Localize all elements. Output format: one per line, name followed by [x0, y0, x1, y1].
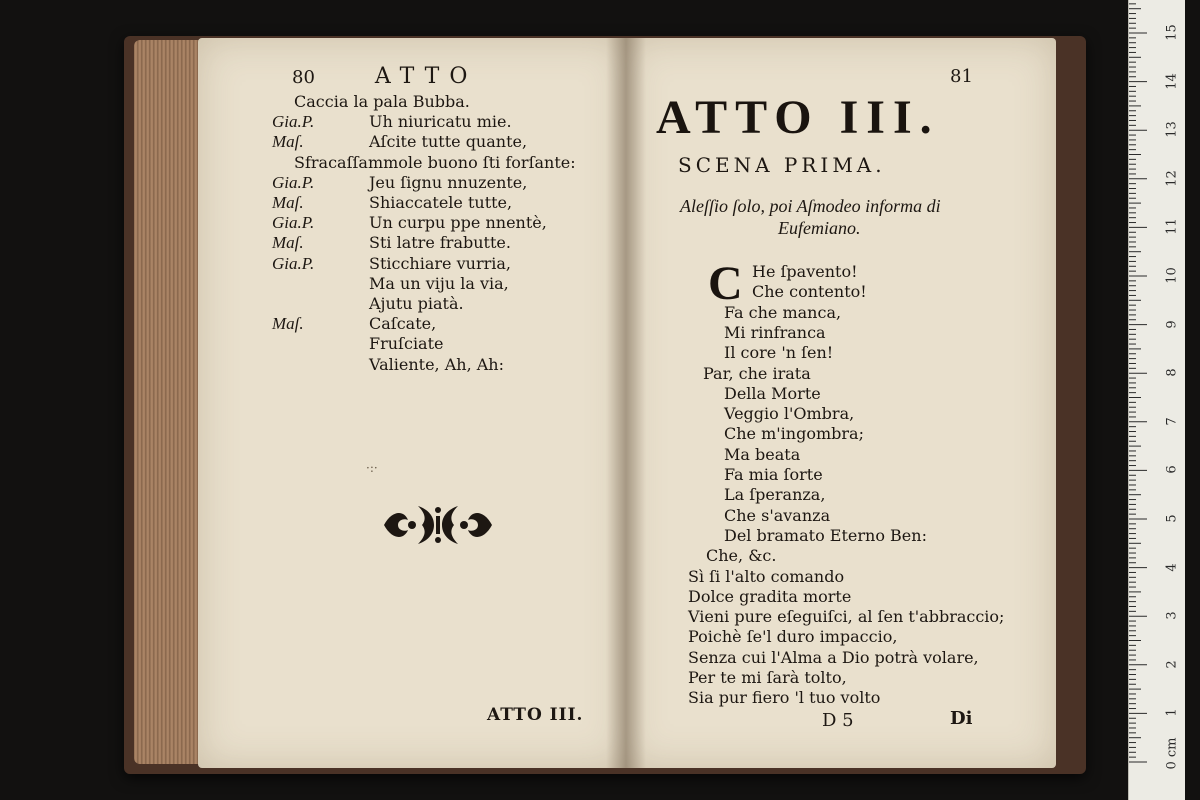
verse-line: Uh niuricatu mie.: [369, 112, 512, 132]
verse-line: Par, che irata: [703, 363, 811, 383]
verse-line: Veggio l'Ombra,: [724, 404, 855, 424]
left-running-word: ATTO: [374, 64, 478, 89]
stage-direction-line-2: Eufemiano.: [778, 218, 861, 238]
ink-specks: ·:·: [366, 461, 378, 475]
speaker-label: Gia.P.: [272, 172, 315, 192]
ruler-label: 13: [1164, 121, 1180, 138]
signature-mark: D 5: [822, 710, 854, 731]
verse-line: Della Morte: [724, 383, 821, 403]
ruler-label: 9: [1164, 319, 1180, 329]
speaker-label: Maſ.: [272, 233, 304, 253]
stage-direction-line-1: Aleſſio ſolo, poi Aſmodeo informa di: [680, 196, 941, 216]
verse-line: Mi rinfranca: [724, 322, 826, 342]
left-page-number: 80: [292, 67, 315, 88]
scene-heading: SCENA PRIMA.: [678, 153, 886, 177]
verse-line: Che contento!: [752, 282, 867, 302]
verse-line: Fa mia ſorte: [724, 465, 823, 484]
verse-line: Ajutu piatà.: [369, 294, 464, 313]
verse-line: Che, &c.: [706, 546, 777, 566]
ruler-label: 15: [1164, 24, 1180, 41]
ruler-label: 2: [1164, 660, 1180, 669]
verse-line: Fa che manca,: [724, 302, 842, 322]
verse-line: Sti latre frabutte.: [369, 233, 511, 253]
ruler-label: 8: [1164, 368, 1180, 377]
verse-line: La ſperanza,: [724, 485, 826, 505]
verse-line: Shiaccatele tutte,: [369, 193, 513, 212]
verse-line: Il core 'n ſen!: [724, 343, 834, 363]
ruler-label: 3: [1164, 611, 1180, 620]
verse-line: Senza cui l'Alma a Dio potrà volare,: [688, 647, 979, 667]
verse-line: Del bramato Eterno Ben:: [724, 525, 927, 545]
ruler-label: 0 cm: [1164, 737, 1180, 770]
ruler-label: 6: [1164, 465, 1180, 475]
verse-line: Ma un viju la via,: [369, 273, 509, 293]
right-page-number: 81: [950, 66, 973, 87]
book-page-edges: [134, 40, 204, 764]
speaker-label: Gia.P.: [272, 213, 315, 233]
ruler-label: 12: [1164, 170, 1180, 187]
verse-line: Dolce gradita morte: [688, 586, 852, 606]
ornament-icon: [378, 498, 498, 552]
verse-line: Valiente, Ah, Ah:: [369, 354, 504, 374]
ruler-label: 4: [1164, 562, 1180, 572]
ruler-label: 5: [1164, 514, 1180, 523]
verse-line: Sia pur fiero 'l tuo volto: [688, 688, 881, 708]
verse-line: Sticchiare vurria,: [369, 253, 511, 273]
speaker-label: Gia.P.: [272, 112, 315, 132]
verse-line: Per te mi ſarà tolto,: [688, 668, 847, 687]
act-title: ATTO III.: [656, 91, 940, 144]
verse-line: Sfracaſſammole buono ſti forſante:: [294, 152, 576, 172]
verse-line: Sì ſi l'alto comando: [688, 566, 845, 586]
speaker-label: Maſ.: [272, 193, 304, 212]
drop-cap: C: [708, 257, 743, 310]
ruler-label: 10: [1164, 267, 1180, 284]
speaker-label: Maſ.: [272, 314, 304, 334]
verse-line: Ma beata: [724, 444, 801, 464]
verse-line: Jeu ſignu nnuzente,: [369, 172, 528, 192]
verse-line: Caccia la pala Bubba.: [294, 92, 470, 111]
left-running-head: [292, 64, 477, 89]
speaker-label: Maſ.: [272, 132, 304, 152]
ruler-label: 11: [1164, 218, 1180, 236]
left-catchword: ATTO III.: [487, 705, 584, 725]
verse-line: Un curpu ppe nnentè,: [369, 213, 547, 233]
ruler-label: 7: [1164, 417, 1180, 426]
verse-line: He ſpavento!: [752, 262, 858, 281]
verse-line: Poichè ſe'l duro impaccio,: [688, 627, 898, 647]
verse-line: Che s'avanza: [724, 505, 831, 525]
speaker-label: Gia.P.: [272, 253, 315, 273]
verse-line: Caſcate,: [369, 314, 437, 334]
verse-line: Fruſciate: [369, 334, 444, 354]
right-catchword: Di: [950, 708, 973, 729]
ruler-label: 14: [1164, 72, 1180, 90]
ruler-label: 1: [1164, 708, 1180, 718]
verse-line: Aſcite tutte quante,: [369, 132, 528, 152]
book-gutter: [606, 38, 646, 768]
verse-line: Che m'ingombra;: [724, 424, 864, 444]
verse-line: Vieni pure eſeguiſci, al ſen t'abbraccio;: [688, 607, 1005, 627]
